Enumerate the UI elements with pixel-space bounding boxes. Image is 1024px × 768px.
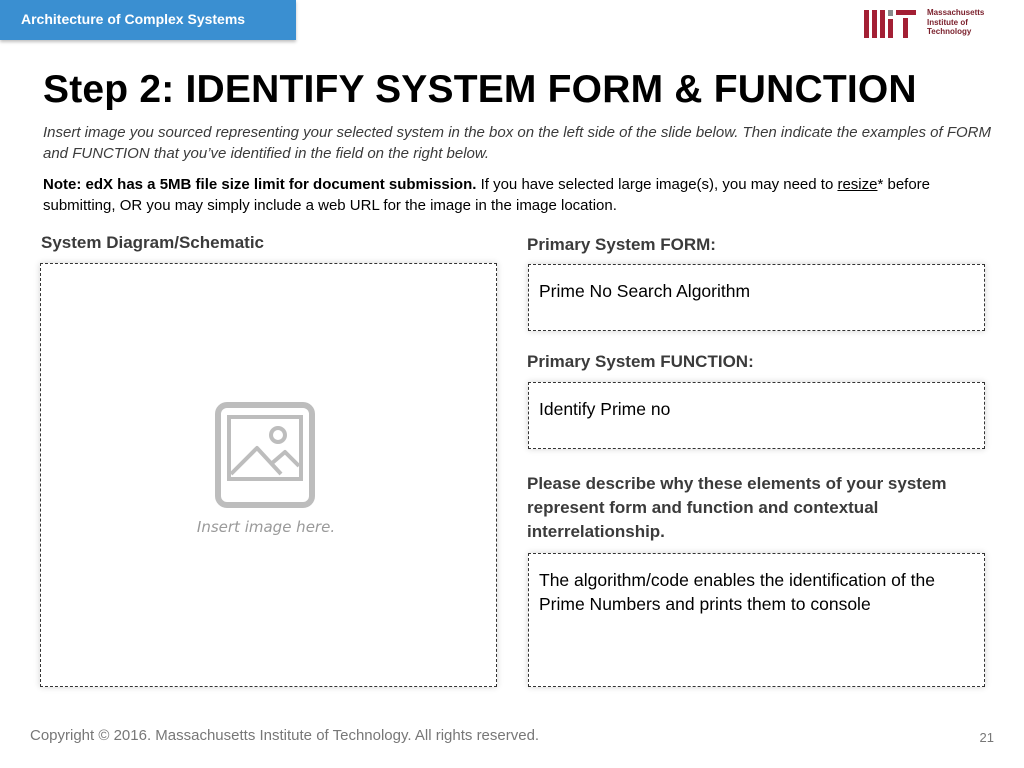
logo-line-1: Massachusetts: [927, 8, 985, 17]
resize-link[interactable]: resize: [837, 176, 878, 193]
note-bold: Note: edX has a 5MB file size limit for document submission.: [43, 176, 477, 193]
description-heading: Please describe why these elements of your system represent form and function and contextual interrelationship.: [527, 474, 947, 541]
page-number: 21: [979, 730, 994, 745]
image-placeholder-box[interactable]: [40, 263, 497, 687]
placeholder-text: Insert image here.: [196, 518, 336, 536]
course-tab: Architecture of Complex Systems: [0, 0, 296, 40]
form-field[interactable]: [528, 264, 985, 331]
description-value: The algorithm/code enables the identification of the Prime Numbers and prints them to console: [539, 570, 935, 614]
mit-logo-text: [927, 8, 984, 37]
form-heading: Primary System FORM:: [527, 235, 716, 254]
mit-logo: [864, 8, 1004, 40]
function-value: Identify Prime no: [539, 399, 671, 419]
copyright-footer: Copyright © 2016. Massachusetts Institute of Technology. All rights reserved.: [30, 727, 540, 744]
note-text-1: If you have selected large image(s), you may need to: [476, 176, 838, 193]
logo-line-2: Institute of: [927, 17, 968, 27]
diagram-heading: System Diagram/Schematic: [41, 233, 264, 252]
logo-line-3: Technology: [927, 27, 972, 36]
function-heading: Primary System FUNCTION:: [527, 352, 754, 371]
description-field[interactable]: [528, 553, 985, 687]
slide-title: Step 2: IDENTIFY SYSTEM FORM & FUNCTION: [43, 68, 917, 111]
function-field[interactable]: [528, 382, 985, 449]
form-value: Prime No Search Algorithm: [539, 281, 751, 301]
instructions-text: Insert image you sourced representing your selected system in the box on the left side of the slide below. Then indicate the examples of FORM and FUNCTION that you’ve identified in the field on the right below.: [43, 124, 992, 162]
image-icon: [215, 402, 315, 512]
mit-logo-mark: [864, 10, 918, 38]
note-paragraph: [43, 174, 993, 216]
note-text-2: * before submitting, OR you may simply include a web URL for the image in the image location.: [43, 176, 931, 214]
